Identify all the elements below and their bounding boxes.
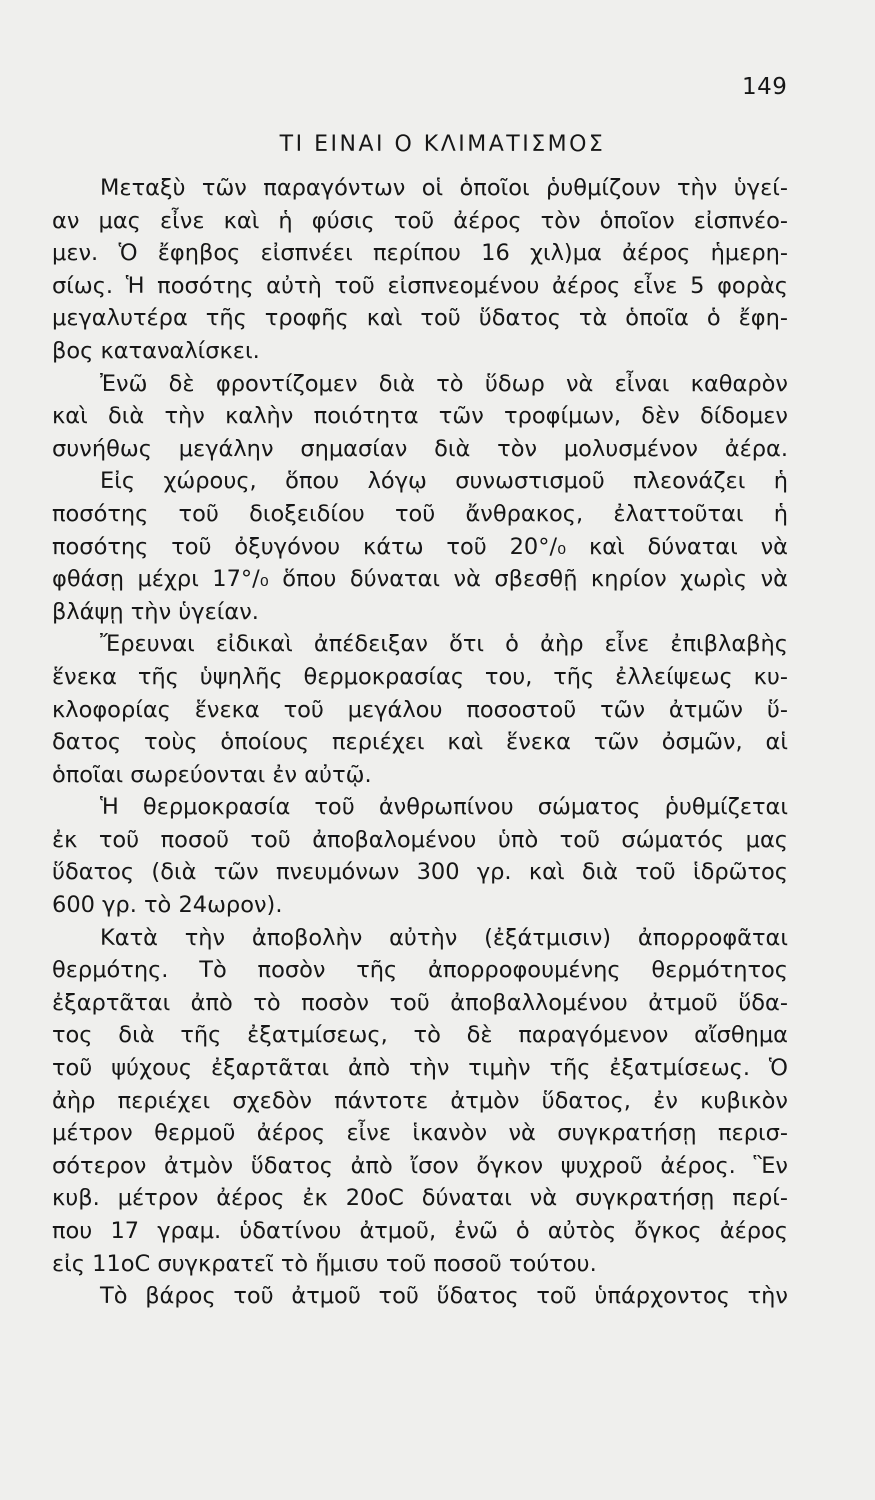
body-text [52,172,788,1313]
text-line: μεγαλυτέρα τῆς τροφῆς καὶ τοῦ ὕδατος τὰ ὁποῖα ὁ ἔφη- [52,305,788,332]
text-line: κυβ. μέτρον ἀέρος ἐκ 20οC δύναται νὰ συγκρατήσῃ περί- [52,1185,788,1212]
text-line: 600 γρ. τὸ 24ωρον). [52,892,283,919]
text-line: ἐξαρτᾶται ἀπὸ τὸ ποσὸν τοῦ ἀποβαλλομένου ἀτμοῦ ὕδα- [52,989,788,1016]
text-line: Ἐνῶ δὲ φροντίζομεν διὰ τὸ ὕδωρ νὰ εἶναι καθαρὸν [100,370,788,397]
text-line: τοῦ ψύχους ἐξαρτᾶται ἀπὸ τὴν τιμὴν τῆς ἐξατμίσεως. Ὁ [52,1055,788,1082]
text-line: βος καταναλίσκει. [52,337,260,364]
text-line: κλοφορίας ἕνεκα τοῦ μεγάλου ποσοστοῦ τῶν ἀτμῶν ὕ- [52,696,788,723]
text-line: σότερον ἀτμὸν ὕδατος ἀπὸ ἴσον ὄγκον ψυχροῦ ἀέρος. Ἓν [52,1152,788,1179]
text-line: εἰς 11οC συγκρατεῖ τὸ ἥμισυ τοῦ ποσοῦ τούτου. [52,1250,597,1277]
text-line: ὕδατος (διὰ τῶν πνευμόνων 300 γρ. καὶ διὰ τοῦ ἱδρῶτος [52,859,788,886]
text-line: σίως. Ἡ ποσότης αὐτὴ τοῦ εἰσπνεομένου ἀέρος εἶνε 5 φορὰς [52,272,788,299]
text-line: Τὸ βάρος τοῦ ἀτμοῦ τοῦ ὕδατος τοῦ ὑπάρχοντος τὴν [100,1283,788,1310]
text-line: Ἡ θερμοκρασία τοῦ ἀνθρωπίνου σώματος ῥυθμίζεται [100,794,788,821]
text-line: μεν. Ὁ ἔφηβος εἰσπνέει περίπου 16 χιλ)μα ἀέρος ἡμερη- [52,240,788,267]
text-line: Μεταξὺ τῶν παραγόντων οἱ ὁποῖοι ῥυθμίζουν τὴν ὑγεί- [100,175,788,201]
text-line: θερμότης. Τὸ ποσὸν τῆς ἀπορροφουμένης θερμότητος [52,957,788,984]
text-line: Ἔρευναι εἰδικαὶ ἀπέδειξαν ὅτι ὁ ἀὴρ εἶνε ἐπιβλαβὴς [100,631,788,658]
text-line: ἕνεκα τῆς ὑψηλῆς θερμοκρασίας του, τῆς ἐλλείψεως κυ- [52,663,788,690]
text-line: συνήθως μεγάλην σημασίαν διὰ τὸν μολυσμένον ἀέρα. [52,435,788,462]
text-line: αν μας εἶνε καὶ ἡ φύσις τοῦ ἀέρος τὸν ὁποῖον εἰσπνέο- [52,207,788,234]
text-line: μέτρον θερμοῦ ἀέρος εἶνε ἱκανὸν νὰ συγκρατήσῃ περισ- [52,1120,788,1147]
text-line: Εἰς χώρους, ὅπου λόγῳ συνωστισμοῦ πλεονάζει ἡ [100,468,788,495]
page-number: 149 [742,74,788,100]
text-line: βλάψῃ τὴν ὑγείαν. [52,598,259,625]
text-line: τος διὰ τῆς ἐξατμίσεως, τὸ δὲ παραγόμενον αἴσθημα [52,1022,788,1049]
chapter-title: ΤΙ ΕΙΝΑΙ Ο ΚΛΙΜΑΤΙΣΜΟΣ [279,132,606,157]
text-line: καὶ διὰ τὴν καλὴν ποιότητα τῶν τροφίμων, δὲν δίδομεν [52,403,788,430]
text-line: ποσότης τοῦ διοξειδίου τοῦ ἄνθρακος, ἐλαττοῦται ἡ [52,500,788,527]
text-line: ἐκ τοῦ ποσοῦ τοῦ ἀποβαλομένου ὑπὸ τοῦ σώματός μας [52,826,788,853]
text-line: φθάσῃ μέχρι 17°/₀ ὅπου δύναται νὰ σβεσθῇ κηρίον χωρὶς νὰ [52,566,788,593]
text-line: ὁποῖαι σωρεύονται ἐν αὐτῷ. [52,761,372,788]
text-line: ποσότης τοῦ ὀξυγόνου κάτω τοῦ 20°/₀ καὶ δύναται νὰ [52,533,788,560]
text-line: που 17 γραμ. ὑδατίνου ἀτμοῦ, ἐνῶ ὁ αὐτὸς ὄγκος ἀέρος [52,1218,788,1244]
text-line: Κατὰ τὴν ἀποβολὴν αὐτὴν (ἐξάτμισιν) ἀπορροφᾶται [100,924,788,951]
text-line: δατος τοὺς ὁποίους περιέχει καὶ ἕνεκα τῶν ὀσμῶν, αἱ [52,729,788,756]
text-line: ἀὴρ περιέχει σχεδὸν πάντοτε ἀτμὸν ὕδατος, ἐν κυβικὸν [52,1087,788,1114]
